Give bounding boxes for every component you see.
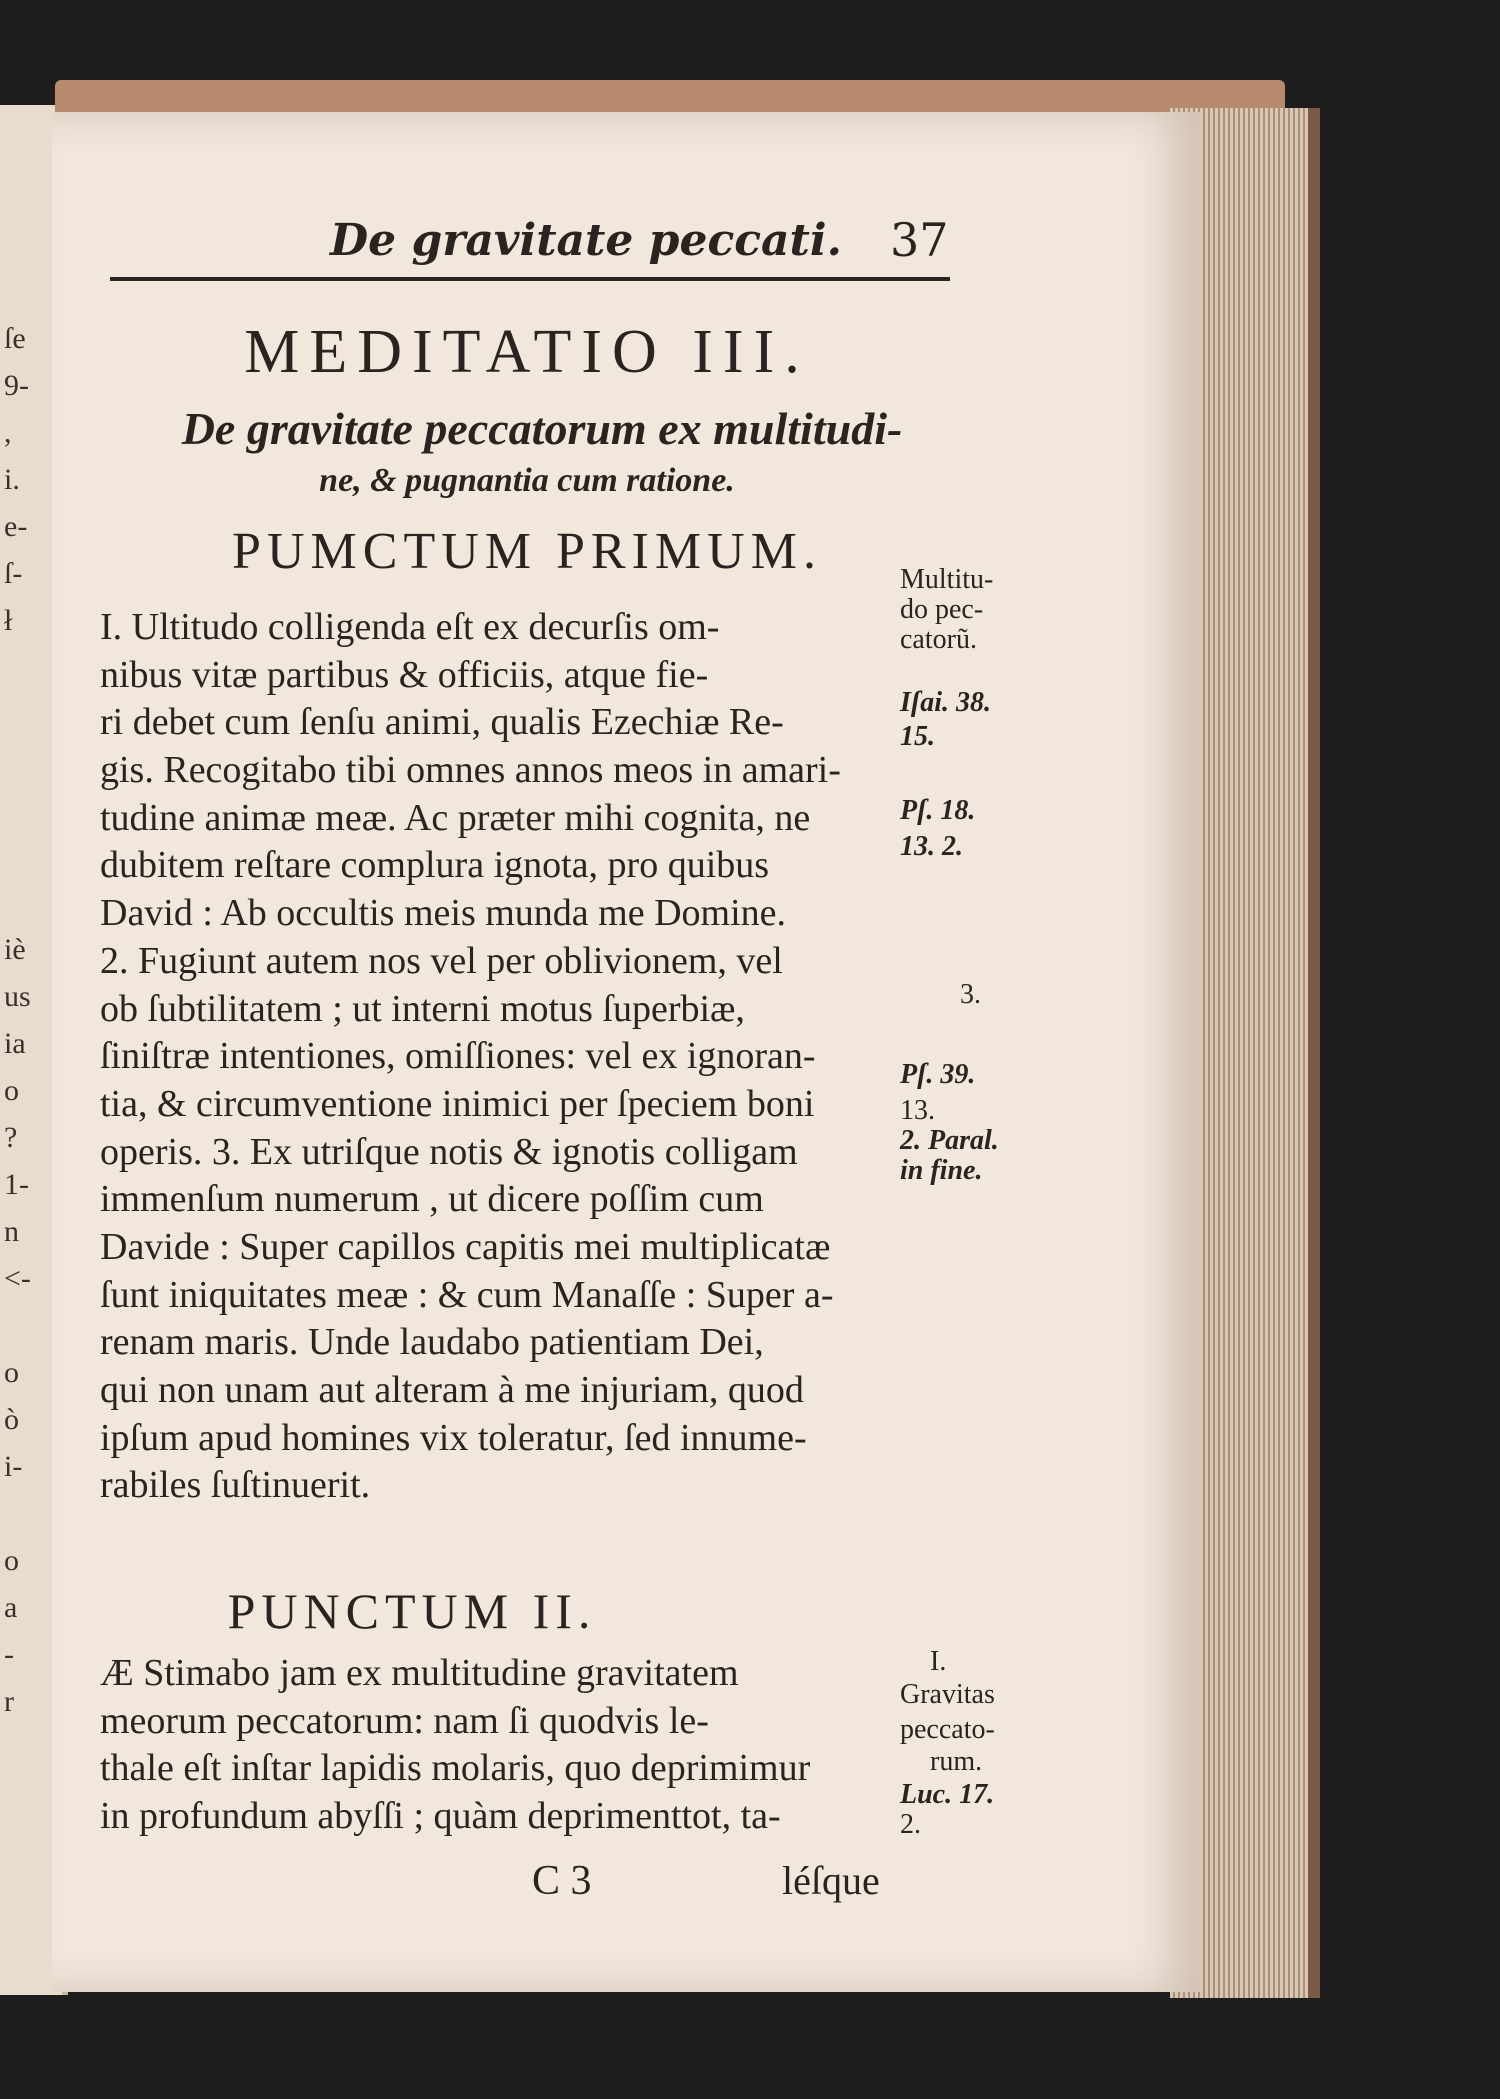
text-line: 2. Fugiunt autem nos vel per oblivionem, vel bbox=[100, 939, 783, 982]
text-line: dubitem reſtare complura ignota, pro quibus bbox=[100, 844, 770, 887]
margin-note: 13. bbox=[900, 1095, 935, 1126]
margin-note: in fine. bbox=[900, 1155, 983, 1186]
fragment: ? bbox=[4, 1121, 18, 1154]
text-line: operis. 3. Ex utriſque notis & ignotis colligam bbox=[100, 1130, 798, 1173]
margin-note: rum. bbox=[930, 1746, 983, 1777]
text-line: ſiniſtræ intentiones, omiſſiones: vel ex ignoran- bbox=[100, 1035, 816, 1078]
punctum-heading-2: PUNCTUM II. bbox=[227, 1583, 597, 1639]
fragment: ia bbox=[4, 1027, 26, 1060]
text-line: rabiles ſuſtinuerit. bbox=[100, 1464, 371, 1507]
margin-note: catorũ. bbox=[900, 624, 977, 655]
text-line: ipſum apud homines vix toleratur, ſed innume- bbox=[100, 1416, 807, 1459]
running-head bbox=[110, 207, 950, 281]
fragment bbox=[4, 644, 54, 691]
text-line: renam maris. Unde laudabo patientiam Dei, bbox=[100, 1321, 764, 1364]
fragment: 1- bbox=[4, 1168, 29, 1201]
fragment: o bbox=[4, 1074, 19, 1107]
fragment: us bbox=[4, 980, 31, 1013]
fragment: i- bbox=[4, 1450, 23, 1483]
fragment: o bbox=[4, 1544, 19, 1577]
text-line: Davide : Super capillos capitis mei multiplicatæ bbox=[100, 1225, 831, 1268]
text-line: I. Ultitudo colligenda eſt ex decurſis om- bbox=[100, 606, 720, 648]
margin-note: do pec- bbox=[900, 594, 984, 625]
text-line: immenſum numerum , ut dicere poſſim cum bbox=[100, 1178, 764, 1221]
text-line: nibus vitæ partibus & officiis, atque fie- bbox=[100, 653, 709, 696]
page-number: 37 bbox=[890, 213, 949, 267]
meditation-subtitle-line1: De gravitate peccatorum ex multitudi- bbox=[181, 403, 903, 454]
margin-note: peccato- bbox=[900, 1714, 995, 1745]
meditation-heading: MEDITATIO III. bbox=[244, 318, 810, 386]
fragment bbox=[4, 691, 54, 738]
text-line: thale eſt inſtar lapidis molaris, quo deprimimur bbox=[100, 1747, 811, 1790]
text-line: qui non unam aut alteram à me injuriam, quod bbox=[100, 1369, 804, 1411]
fragment: - bbox=[4, 1638, 14, 1671]
margin-note: Multitu- bbox=[900, 564, 994, 595]
fragment: ł bbox=[4, 604, 13, 637]
fragment bbox=[4, 738, 54, 785]
text-line: meorum peccatorum: nam ſi quodvis le- bbox=[100, 1699, 709, 1742]
margin-note: 2. Paral. bbox=[900, 1125, 999, 1156]
fragment: i. bbox=[4, 463, 20, 496]
left-page-fragments bbox=[4, 315, 54, 1725]
section-2-text bbox=[100, 1650, 890, 1841]
punctum-heading-1: PUMCTUM PRIMUM. bbox=[232, 523, 822, 580]
fragment bbox=[4, 879, 54, 926]
margin-note: 3. bbox=[960, 979, 981, 1010]
fragment bbox=[4, 1302, 54, 1349]
margin-note: Luc. 17. bbox=[900, 1779, 995, 1810]
fragment: ſ- bbox=[4, 557, 23, 590]
fragment bbox=[4, 785, 54, 832]
text-line: tia, & circumventione inimici per ſpeciem boni bbox=[100, 1082, 815, 1125]
text-line: ob ſubtilitatem ; ut interni motus ſuperbiæ, bbox=[100, 987, 745, 1030]
fragment bbox=[4, 1490, 54, 1537]
margin-note: Pſ. 18. bbox=[900, 795, 976, 826]
text-line: gis. Recogitabo tibi omnes annos meos in amari- bbox=[100, 749, 841, 792]
margin-note: Pſ. 39. bbox=[900, 1059, 976, 1090]
text-line: ri debet cum ſenſu animi, qualis Ezechiæ Re- bbox=[100, 701, 784, 744]
fragment bbox=[4, 832, 54, 879]
text-line: David : Ab occultis meis munda me Domine. bbox=[100, 892, 787, 935]
text-line: ſunt iniquitates meæ : & cum Manaſſe : Super a- bbox=[100, 1273, 834, 1316]
meditation-subtitle-line2: ne, & pugnantia cum ratione. bbox=[319, 462, 735, 499]
fragment: a bbox=[4, 1591, 18, 1624]
signature-mark: C 3 bbox=[532, 1858, 592, 1904]
book-page bbox=[52, 112, 1200, 1992]
text-line: Æ Stimabo jam ex multitudine gravitatem bbox=[100, 1652, 739, 1694]
margin-note: 15. bbox=[900, 721, 935, 752]
margin-note: 2. bbox=[900, 1809, 921, 1840]
fragment: ò bbox=[4, 1403, 19, 1436]
fragment: r bbox=[4, 1685, 14, 1718]
margin-note: Gravitas bbox=[900, 1679, 995, 1710]
fragment: o bbox=[4, 1356, 19, 1389]
margin-note: I. bbox=[930, 1646, 947, 1677]
margin-note: 13. 2. bbox=[900, 831, 963, 862]
fragment: n bbox=[4, 1215, 19, 1248]
running-title: De gravitate peccati. bbox=[330, 215, 842, 266]
fragment: 9- bbox=[4, 369, 29, 402]
section-1-text bbox=[100, 604, 890, 1510]
text-line: tudine animæ meæ. Ac præter mihi cognita, ne bbox=[100, 796, 811, 839]
fragment: e- bbox=[4, 510, 28, 543]
fragment: , bbox=[4, 416, 12, 449]
fragment: <- bbox=[4, 1262, 31, 1295]
fragment: ſe bbox=[4, 322, 26, 355]
text-line: in profundum abyſſi ; quàm deprimenttot, ta- bbox=[100, 1795, 781, 1838]
catchword: léſque bbox=[782, 1858, 880, 1903]
margin-note: Iſai. 38. bbox=[900, 687, 991, 718]
fragment: iè bbox=[4, 933, 26, 966]
